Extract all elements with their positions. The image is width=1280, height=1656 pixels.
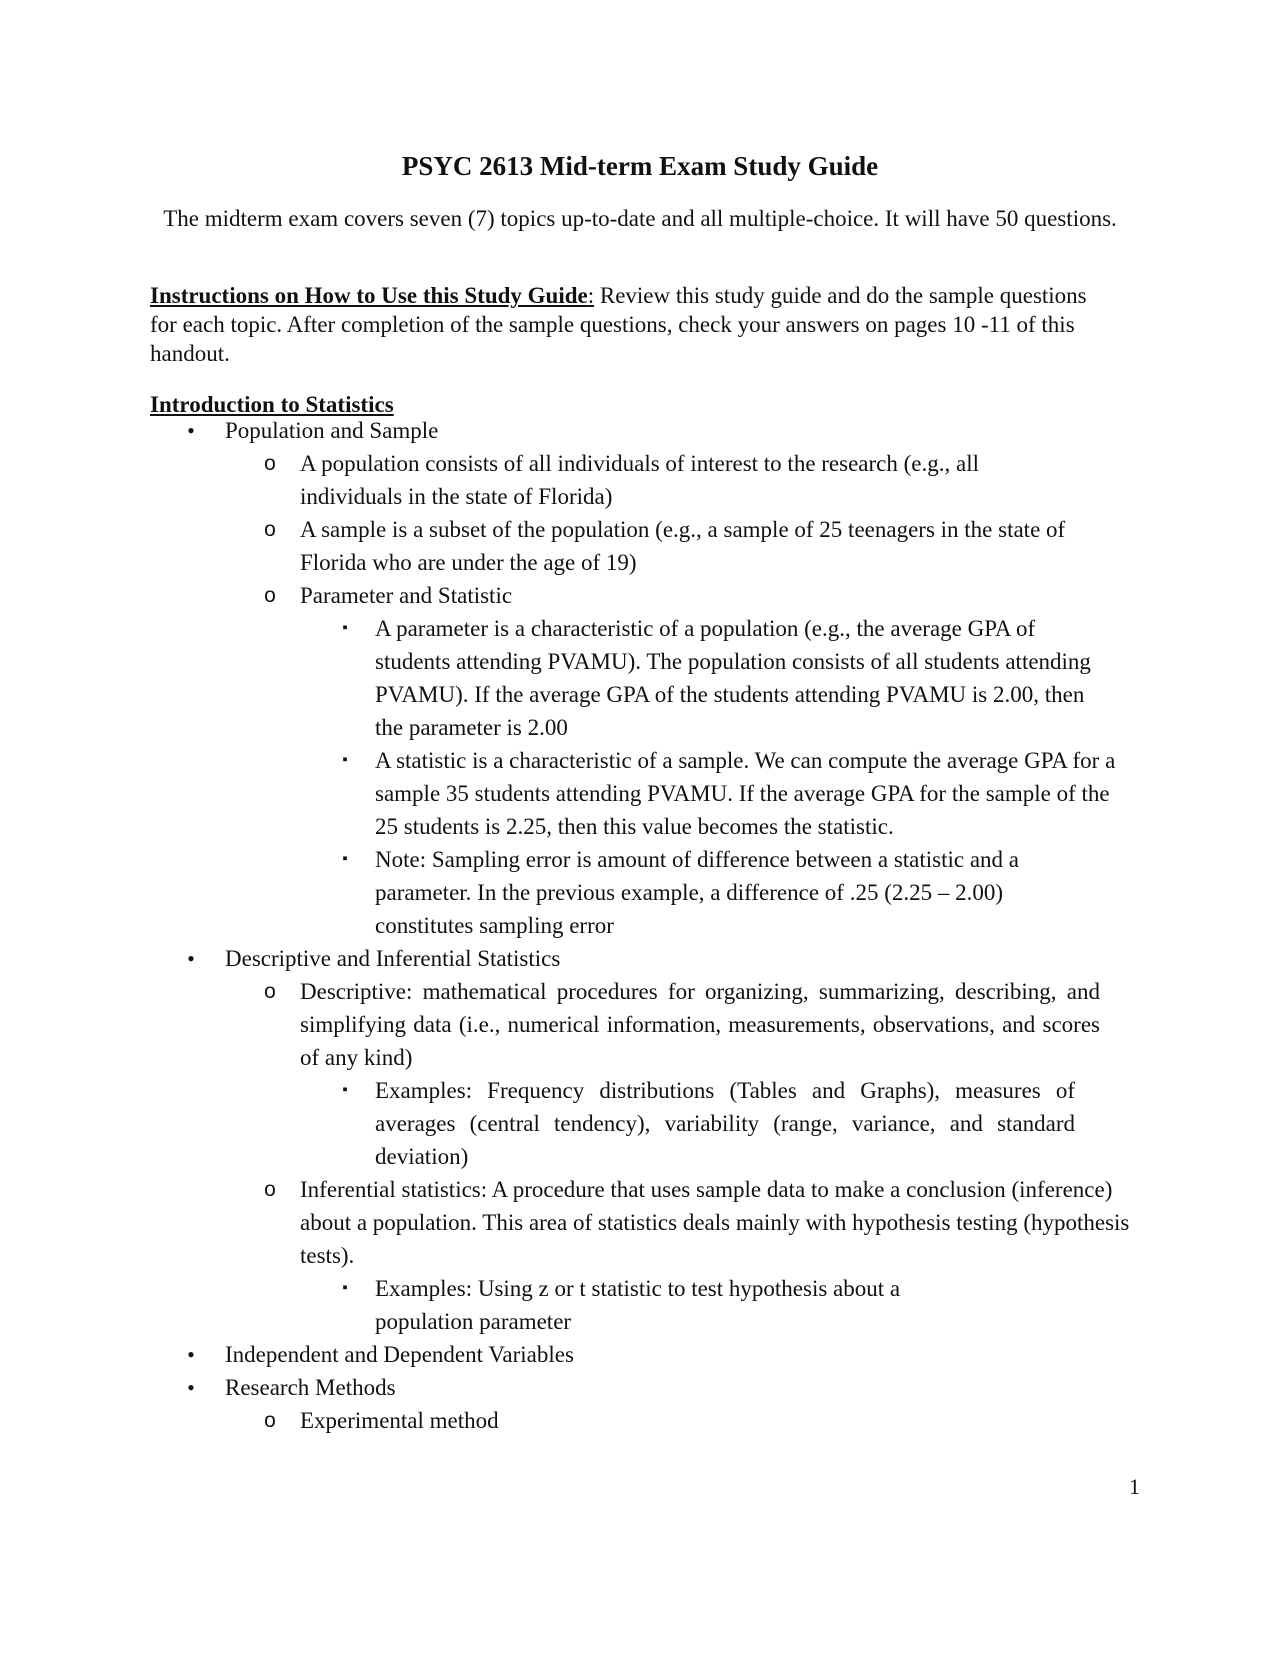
bullet-icon: • <box>187 946 195 971</box>
instructions-colon: : <box>587 283 595 308</box>
circle-bullet-icon: o <box>264 452 276 475</box>
bullet-icon: • <box>187 1375 195 1400</box>
square-bullet-icon: ▪ <box>342 752 348 768</box>
circle-bullet-icon: o <box>264 980 276 1003</box>
instructions-label: Instructions on How to Use this Study Guide <box>150 283 588 308</box>
square-bullet-icon: ▪ <box>342 1280 348 1296</box>
circle-bullet-icon: o <box>264 1409 276 1432</box>
list-item: Experimental method <box>300 1408 499 1433</box>
circle-bullet-icon: o <box>264 518 276 541</box>
square-bullet-icon: ▪ <box>342 620 348 636</box>
circle-bullet-icon: o <box>264 584 276 607</box>
intro-paragraph: The midterm exam covers seven (7) topics up-to-date and all multiple-choice. It will have 50 questions. <box>163 206 1117 231</box>
list-item: Population and Sample <box>225 418 439 443</box>
instructions-paragraph <box>150 281 1090 368</box>
square-bullet-icon: ▪ <box>342 1082 348 1098</box>
bullet-icon: • <box>187 1342 195 1367</box>
list-item: Research Methods <box>225 1375 396 1400</box>
list-item: Descriptive: mathematical procedures for organizing, summarizing, describing, and simplifying data (i.e., numerical information, measurements, observations, and scores of any kind) <box>300 979 1100 1070</box>
list-item: Parameter and Statistic <box>300 583 513 608</box>
list-item: A population consists of all individuals of interest to the research (e.g., all individuals in the state of Florida) <box>300 451 979 509</box>
section-heading: Introduction to Statistics <box>150 392 394 417</box>
circle-bullet-icon: o <box>264 1178 276 1201</box>
bullet-icon: • <box>187 418 195 443</box>
list-item: Descriptive and Inferential Statistics <box>225 946 561 971</box>
list-item: A statistic is a characteristic of a sample. We can compute the average GPA for a sample 35 students attending PVAMU. If the average GPA for the sample of the 25 students is 2.25, then this value becomes the statistic. <box>375 748 1116 839</box>
list-item: A sample is a subset of the population (e.g., a sample of 25 teenagers in the state of Florida who are under the age of 19) <box>300 517 1066 575</box>
instructions-text: Review this study guide and do the sample questions for each topic. After completion of the sample questions, check your answers on pages 10 -11 of this handout. <box>150 283 1087 366</box>
list-item: Examples: Frequency distributions (Tables and Graphs), measures of averages (central tendency), variability (range, variance, and standard deviation) <box>375 1078 1075 1169</box>
list-item: A parameter is a characteristic of a population (e.g., the average GPA of students attending PVAMU). The population consists of all students attending PVAMU). If the average GPA of the students attending PVAMU is 2.00, then the parameter is 2.00 <box>375 616 1091 740</box>
list-item: Independent and Dependent Variables <box>225 1342 574 1367</box>
page-number: 1 <box>1129 1474 1140 1499</box>
list-item: Note: Sampling error is amount of difference between a statistic and a parameter. In the previous example, a difference of .25 (2.25 – 2.00) constitutes sampling error <box>375 847 1019 938</box>
list-item: Examples: Using z or t statistic to test hypothesis about a population parameter <box>375 1276 901 1334</box>
square-bullet-icon: ▪ <box>342 851 348 867</box>
document-title: PSYC 2613 Mid-term Exam Study Guide <box>401 151 879 181</box>
list-item: Inferential statistics: A procedure that uses sample data to make a conclusion (inference) about a population. This area of statistics deals mainly with hypothesis testing (hypothesis tests). <box>300 1177 1130 1268</box>
